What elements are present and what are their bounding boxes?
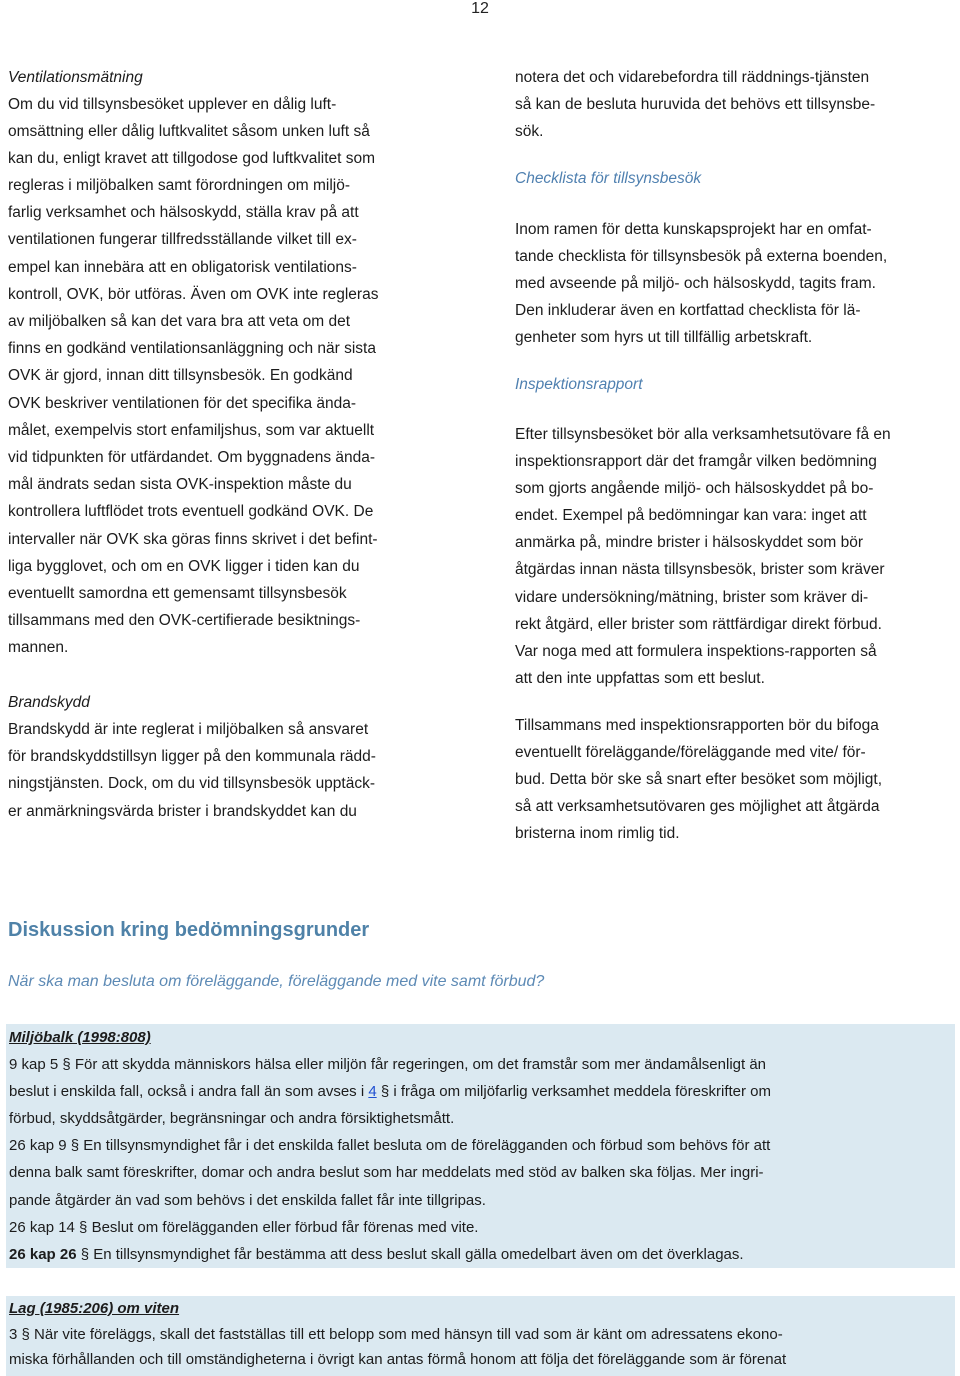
law-text-line: förbud, skyddsåtgärder, begränsningar och andra försiktighetsmått. (9, 1110, 455, 1128)
text-line: mål ändrats sedan sista OVK-inspektion måste du (8, 476, 352, 494)
fire-paragraph (8, 716, 470, 825)
law-box-title: Miljöbalk (1998:808) (9, 1029, 151, 1046)
text-line: så att verksamhetsutövaren ges möjlighet att åtgärda (515, 798, 880, 816)
text-line: kontroll, OVK, bör utföras. Även om OVK inte regleras (8, 285, 379, 303)
text-line: intervaller när OVK ska göras finns skrivet i det befint- (8, 530, 378, 548)
section-heading: Ventilationsmätning (8, 69, 143, 86)
text-line: med avseende på miljö- och hälsoskydd, tagits fram. (515, 274, 876, 292)
text-line: målet, exempelvis stort enfamiljshus, som var aktuellt (8, 421, 375, 439)
text-line: för brandskyddstillsyn ligger på den kommunala rädd- (8, 748, 376, 766)
text-line: eventuellt föreläggande/föreläggande med vite/ för- (515, 743, 866, 761)
discussion-title: Diskussion kring bedömningsgrunder (8, 919, 370, 941)
text-line: Efter tillsynsbesöket bör alla verksamhetsutövare få en (515, 425, 891, 443)
law-box-title: Lag (1985:206) om viten (9, 1300, 180, 1317)
text-line: omsättning eller dålig luftkvalitet såsom unken luft så (8, 122, 370, 140)
law-text-line (9, 1241, 955, 1268)
text-line: OVK är gjord, innan ditt tillsynsbesök. En godkänd (8, 367, 353, 385)
text-line: mannen. (8, 639, 69, 657)
law-text-line: pande åtgärder än vad som behövs i det enskilda fallet får inte tillgripas. (9, 1191, 486, 1209)
law-text-line (9, 1078, 955, 1105)
checklist-section-heading (515, 165, 955, 192)
text-line: bud. Detta bör ske så snart efter besöket som möjligt, (515, 770, 883, 788)
text-line: notera det och vidarebefordra till räddnings-tjänsten (515, 68, 870, 86)
text-line: Var noga med att formulera inspektions-rapporten så (515, 643, 877, 660)
text-line: OVK beskriver ventilationen för det specifika ända- (8, 394, 357, 412)
text-line: kontrollera luftflödet trots eventuell godkänd OVK. De (8, 503, 374, 521)
text-line: som gjorts angående miljö- och hälsoskyddet på bo- (515, 479, 874, 497)
section-heading: Inspektionsrapport (515, 375, 643, 393)
text-line: liga bygglovet, och om en OVK ligger i tiden kan du (8, 557, 360, 575)
text-line: empel kan innebära att en obligatorisk ventilations- (8, 258, 357, 276)
text-line: vidare undersökning/mätning, brister som kräver di- (515, 588, 869, 606)
section-4-link[interactable]: 4 (368, 1083, 377, 1101)
law-text-line: miska förhållanden och till omständigheterna i övrigt kan antas förmå honom att följa det föreläggande som är förenat (9, 1351, 787, 1368)
section-heading: Brandskydd (8, 693, 90, 711)
text-line: bristerna inom rimlig tid. (515, 825, 680, 843)
law-text-line: 3 § När vite föreläggs, skall det fastställas till ett belopp som med hänsyn till vad som är känt om adressatens ekono- (9, 1325, 783, 1343)
text-line: anmärka på, mindre brister i hälsoskyddet som bör (515, 534, 864, 552)
report-section-heading (515, 371, 955, 398)
law-text-line: 26 kap 9 § En tillsynsmyndighet får i det enskilda fallet besluta om de förelägganden och förbud som behövs för att (9, 1137, 771, 1155)
text-line: tillsammans med den OVK-certifierade besiktnings- (8, 612, 361, 630)
text-line: att den inte uppfattas som ett beslut. (515, 670, 765, 688)
text-line: åtgärdas innan nästa tillsynsbesök, brister som kräver (515, 561, 885, 579)
ventilation-paragraph (8, 91, 470, 662)
text-line: Den inkluderar även en kortfattad checklista för lä- (515, 302, 861, 320)
law-text-line: denna balk samt föreskrifter, domar och andra beslut som har meddelats med stöd av balken ska följas. Mer ingri- (9, 1164, 764, 1182)
text-line: farlig verksamhet och hälsoskydd, ställa krav på att (8, 204, 359, 222)
section-heading: Checklista för tillsynsbesök (515, 169, 702, 187)
text-line: vid tidpunkten för utfärdandet. Om byggnadens ända- (8, 448, 376, 466)
text-line: ventilationen fungerar tillfredsställande vilket till ex- (8, 231, 357, 249)
law-text-segment: § En tillsynsmyndighet får bestämma att dess beslut skall gälla omedelbart även om det överklagas. (76, 1245, 744, 1263)
law-text-line: 9 kap 5 § För att skydda människors hälsa eller miljön får regeringen, om det framstår som mer ändamålsenligt än (9, 1056, 767, 1074)
text-line: rekt åtgärd, eller brister som rättfärdigar direkt förbud. (515, 615, 882, 633)
attachment-paragraph (515, 712, 955, 848)
law-paragraph-ref: 26 kap 26 (9, 1245, 77, 1263)
text-line: inspektionsrapport där det framgår vilken bedömning (515, 452, 877, 470)
fire-paragraph-continuation (515, 64, 955, 146)
checklist-paragraph (515, 216, 955, 352)
report-paragraph (515, 421, 955, 693)
law-text-line: 26 kap 14 § Beslut om förelägganden eller förbud får förenas med vite. (9, 1218, 479, 1236)
text-line: eventuellt samordna ett gemensamt tillsynsbesök (8, 584, 347, 602)
law-box-viten (6, 1296, 955, 1376)
text-line: er anmärkningsvärda brister i brandskyddet kan du (8, 802, 357, 820)
text-line: Brandskydd är inte reglerat i miljöbalken så ansvaret (8, 721, 369, 738)
text-line: kan du, enligt kravet att tillgodose god luftkvalitet som (8, 149, 376, 167)
text-line: Tillsammans med inspektionsrapporten bör du bifoga (515, 716, 879, 734)
text-line: endet. Exempel på bedömningar kan vara: inget att (515, 507, 867, 525)
law-text-segment: beslut i enskilda fall, också i andra fall än som avses i (9, 1083, 369, 1101)
text-line: ningstjänsten. Dock, om du vid tillsynsbesök upptäck- (8, 775, 376, 793)
text-line: genheter som hyrs ut till tillfällig arbetskraft. (515, 329, 813, 347)
text-line: av miljöbalken så kan det vara bra att veta om det (8, 313, 351, 330)
law-box-miljobalk (6, 1024, 955, 1268)
text-line: sök. (515, 122, 544, 140)
text-line: finns en godkänd ventilationsanläggning och när sista (8, 340, 376, 358)
text-line: tande checklista för tillsynsbesök på externa boenden, (515, 247, 888, 265)
page-number: 12 (471, 0, 489, 17)
text-line: regleras i miljöbalken samt förordningen om miljö- (8, 177, 350, 195)
fire-section-heading (8, 689, 470, 716)
law-text-segment: § i fråga om miljöfarlig verksamhet meddela föreskrifter om (376, 1083, 771, 1101)
text-line: Om du vid tillsynsbesöket upplever en dålig luft- (8, 95, 337, 113)
text-line: Inom ramen för detta kunskapsprojekt har en omfat- (515, 220, 872, 238)
ventilation-section-heading (8, 64, 470, 91)
text-line: så kan de besluta huruvida det behövs ett tillsynsbe- (515, 95, 876, 113)
discussion-subtitle: När ska man besluta om föreläggande, föreläggande med vite samt förbud? (8, 973, 545, 990)
